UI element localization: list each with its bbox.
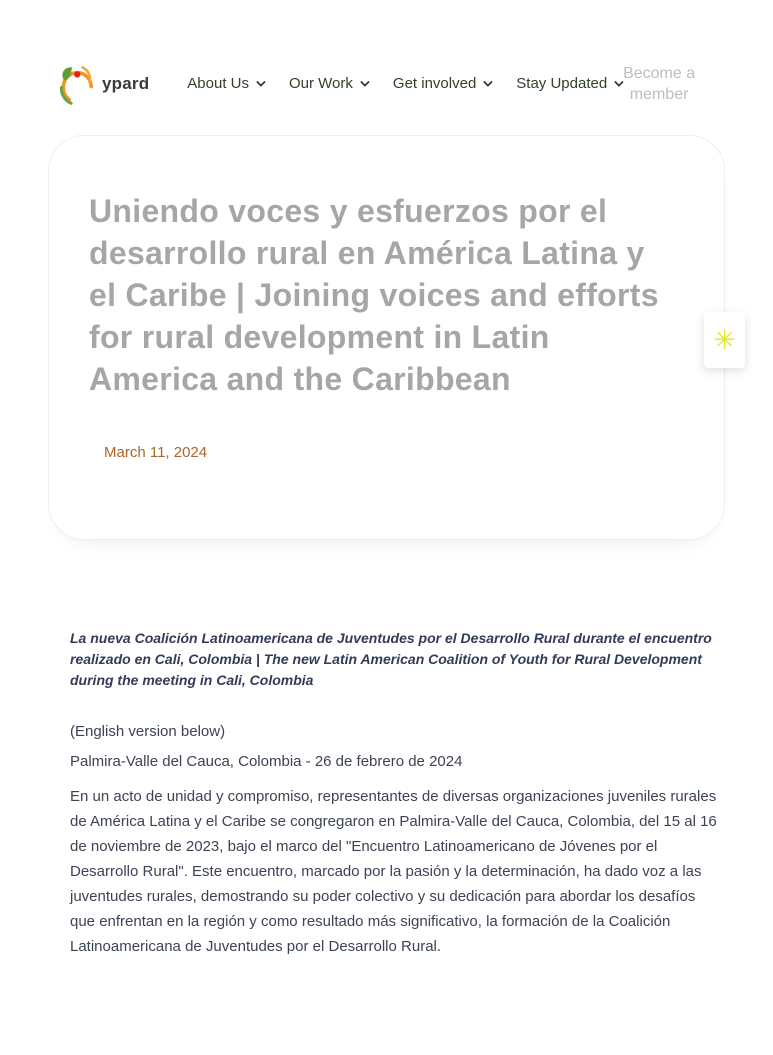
page-title-line: America and the Caribbean bbox=[89, 361, 511, 397]
page-title-line: desarrollo rural en América Latina y bbox=[89, 235, 645, 271]
dateline: Palmira-Valle del Cauca, Colombia - 26 de febrero de 2024 bbox=[70, 753, 463, 770]
become-a-member-link[interactable]: Become a member bbox=[623, 64, 696, 103]
english-version-note: (English version below) bbox=[70, 723, 226, 740]
article-body bbox=[70, 628, 725, 959]
hero-card bbox=[48, 135, 736, 540]
page-title-line: Uniendo voces y esfuerzos por el bbox=[89, 193, 608, 229]
nav-item-stay-updated[interactable] bbox=[516, 75, 621, 92]
nav-item-get-involved[interactable] bbox=[393, 75, 490, 92]
post-date: March 11, 2024 bbox=[104, 444, 208, 461]
asterisk-button[interactable] bbox=[704, 312, 745, 368]
nav-item-about-us[interactable] bbox=[187, 75, 263, 92]
article-paragraph: En un acto de unidad y compromiso, representantes de diversas organizaciones juveniles rurales de América Latina y el Caribe se congregaron en Palmira-Valle del Cauca, Colombia, del 15 al 16 de noviembre de 2023, bajo el marco del "Encuentro Latinoamericano de Jóvenes por el Desarrollo Rural". Este encuentro, marcado por la pasión y la determinación, ha dado voz a las juventudes rurales, demostrando su poder colectivo y su dedicación para abordar los desafíos que enfrentan en la región y como resultado más significativo, la formación de la Coalición Latinoamericana de Juventudes por el Desarrollo Rural. bbox=[70, 788, 717, 955]
page-title-line: el Caribe | Joining voices and efforts bbox=[89, 277, 659, 313]
logo[interactable] bbox=[58, 61, 149, 107]
site-header bbox=[0, 55, 773, 112]
nav-item-label: Get involved bbox=[392, 75, 477, 92]
asterisk-icon: ✳ bbox=[713, 324, 736, 355]
nav-item-label: About Us bbox=[187, 75, 249, 92]
ypard-logo-icon bbox=[58, 61, 100, 107]
image-caption: La nueva Coalición Latinoamericana de Juventudes por el Desarrollo Rural durante el encuentro realizado en Cali, Colombia | The new Latin American Coalition of Youth for Rural Development during the meeting in Cali, Colombia bbox=[70, 630, 712, 688]
nav-item-our-work[interactable] bbox=[289, 75, 367, 92]
page-title bbox=[89, 190, 724, 400]
logo-text: ypard bbox=[102, 73, 150, 93]
page-title-line: for rural development in Latin bbox=[89, 319, 550, 355]
chevron-down-icon bbox=[483, 77, 493, 87]
main-nav bbox=[187, 75, 621, 92]
chevron-down-icon bbox=[256, 77, 266, 87]
nav-item-label: Our Work bbox=[289, 75, 353, 92]
nav-item-label: Stay Updated bbox=[516, 75, 608, 92]
chevron-down-icon bbox=[360, 77, 370, 87]
